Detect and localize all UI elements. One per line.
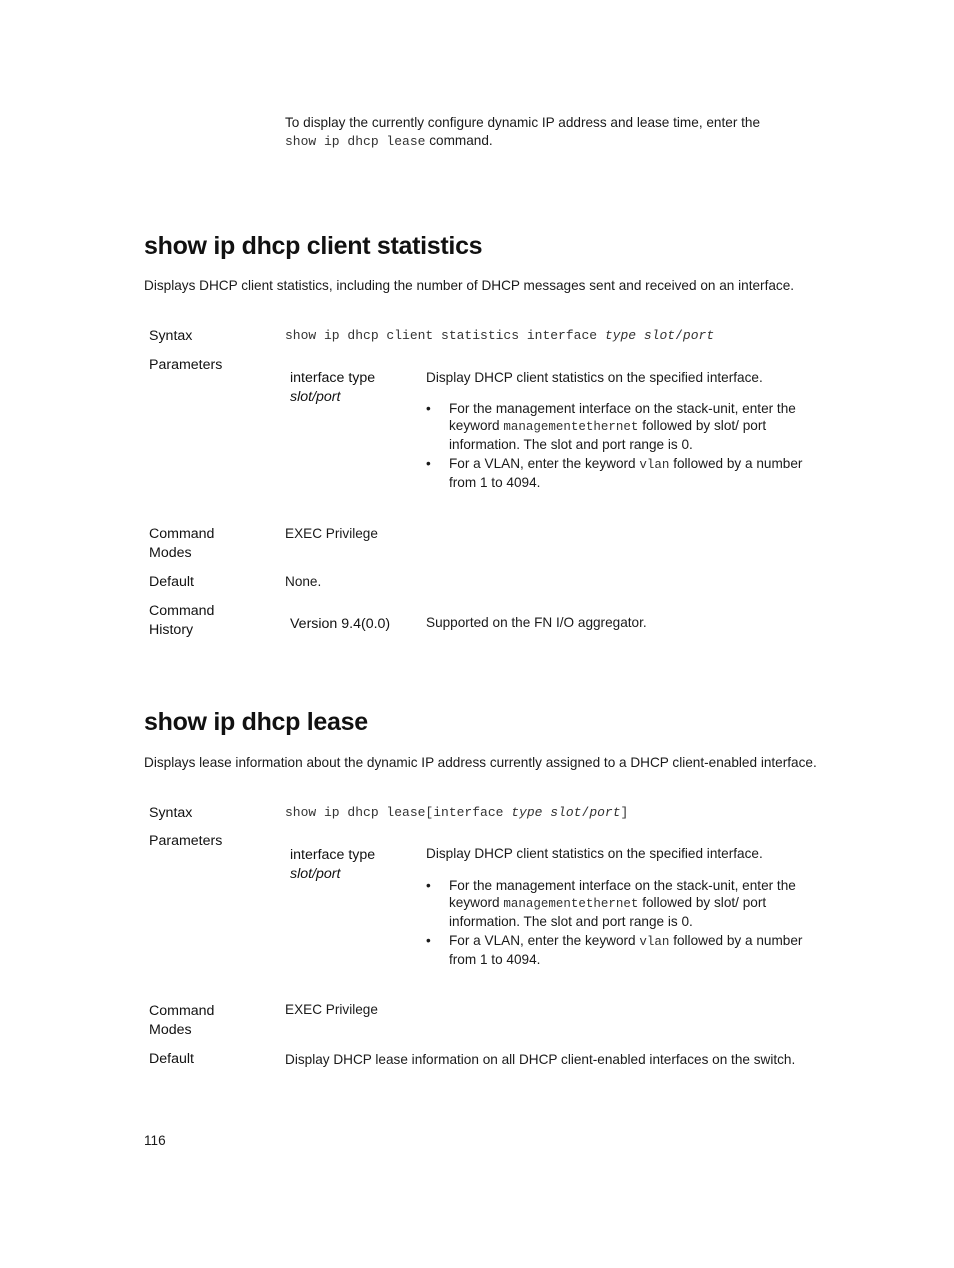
list-item-part: followed by slot/ port information. The slot and port range is 0. <box>449 418 767 452</box>
label-line: Command <box>149 603 215 619</box>
keyword: vlan <box>639 935 670 949</box>
parameters-label: Parameters <box>149 357 223 373</box>
page-number: 116 <box>144 1133 166 1148</box>
intro-paragraph <box>285 114 815 151</box>
list-item-part: followed by a number from 1 to 4094. <box>449 933 803 967</box>
list-item-text <box>449 400 826 453</box>
list-item-text <box>449 877 826 930</box>
bullet-icon: • <box>426 456 431 471</box>
default-value: Display DHCP lease information on all DHCP client-enabled interfaces on the switch. <box>285 1052 796 1067</box>
param-name <box>290 369 375 407</box>
syntax-port: port <box>682 328 715 343</box>
keyword: managementethernet <box>503 897 639 911</box>
label-line: Command <box>149 526 215 542</box>
label-line: Modes <box>149 1022 192 1038</box>
command-history-label <box>149 602 214 640</box>
intro-text: To display the currently configure dynamic IP address and lease time, enter the <box>285 115 761 130</box>
param-name-text: interface type <box>290 370 376 386</box>
default-label: Default <box>149 574 194 590</box>
list-item-part: For a VLAN, enter the keyword <box>449 933 640 948</box>
syntax-slash: / <box>675 328 683 343</box>
param-name-slot-port: slot/port <box>290 389 341 405</box>
list-item-text <box>449 455 826 491</box>
syntax-end: ] <box>620 805 629 820</box>
syntax-label: Syntax <box>149 805 193 821</box>
param-description: Display DHCP client statistics on the specified interface. <box>426 846 763 861</box>
list-item <box>426 400 826 453</box>
label-line: Modes <box>149 545 192 561</box>
list-item <box>426 877 826 930</box>
param-name-text: interface type <box>290 847 376 863</box>
syntax-space <box>636 328 644 343</box>
keyword: vlan <box>639 458 670 472</box>
list-item-part: For the management interface on the stack-unit, enter the keyword <box>449 401 796 433</box>
section-description: Displays lease information about the dynamic IP address currently assigned to a DHCP client-enabled interface. <box>144 755 817 770</box>
history-description: Supported on the FN I/O aggregator. <box>426 615 647 630</box>
list-item-part: followed by slot/ port information. The slot and port range is 0. <box>449 895 767 929</box>
list-item-part: For a VLAN, enter the keyword <box>449 456 640 471</box>
syntax-command <box>285 328 714 343</box>
intro-text-after: command. <box>425 133 493 148</box>
section-title: show ip dhcp lease <box>144 708 368 736</box>
param-name-slot-port: slot/port <box>290 866 341 882</box>
history-version: Version 9.4(0.0) <box>290 616 391 632</box>
bullet-icon: • <box>426 878 431 893</box>
section-title: show ip dhcp client statistics <box>144 232 483 260</box>
param-description: Display DHCP client statistics on the specified interface. <box>426 370 763 385</box>
syntax-slash: / <box>581 805 590 820</box>
syntax-command <box>285 805 628 820</box>
parameters-label: Parameters <box>149 833 223 849</box>
default-label: Default <box>149 1051 194 1067</box>
syntax-part: show ip dhcp client statistics interface <box>285 328 605 343</box>
list-item <box>426 455 826 491</box>
default-value: None. <box>285 574 322 589</box>
command-modes-label <box>149 1002 214 1040</box>
label-line: Command <box>149 1003 215 1019</box>
intro-command: show ip dhcp lease <box>285 134 426 149</box>
command-modes-value: EXEC Privilege <box>285 1002 378 1017</box>
syntax-type: type <box>511 805 543 820</box>
bullet-icon: • <box>426 933 431 948</box>
bullet-icon: • <box>426 401 431 416</box>
list-item-text <box>449 932 826 968</box>
syntax-type: type <box>604 328 637 343</box>
param-name <box>290 846 375 884</box>
syntax-slot: slot <box>550 805 582 820</box>
section-description: Displays DHCP client statistics, including the number of DHCP messages sent and received on an interface. <box>144 278 795 293</box>
list-item-part: followed by a number from 1 to 4094. <box>449 456 803 490</box>
list-item-part: For the management interface on the stack-unit, enter the keyword <box>449 878 796 910</box>
command-modes-value: EXEC Privilege <box>285 526 378 541</box>
command-modes-label <box>149 525 214 563</box>
syntax-part: show ip dhcp lease[interface <box>285 805 512 820</box>
keyword: managementethernet <box>503 420 639 434</box>
list-item <box>426 932 826 968</box>
syntax-slot: slot <box>643 328 676 343</box>
label-line: History <box>149 622 194 638</box>
syntax-label: Syntax <box>149 328 193 344</box>
syntax-port: port <box>589 805 621 820</box>
